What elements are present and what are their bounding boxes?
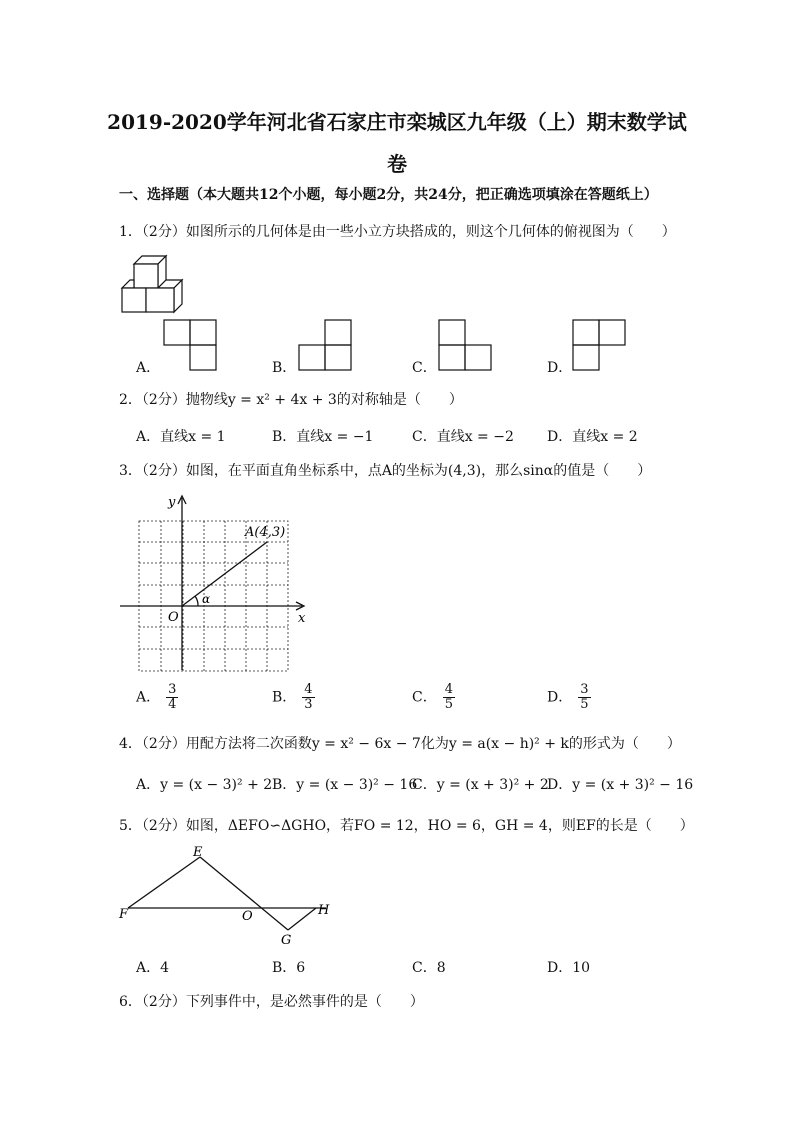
numerator: 3: [580, 682, 589, 697]
numerator: 4: [444, 682, 453, 697]
section-header: 一、选择题（本大题共12个小题，每小题2分，共24分，把正确选项填涂在答题纸上）: [119, 187, 658, 203]
option-label: D．: [547, 689, 573, 706]
question-4-option-d: D．y = (x + 3)² − 16: [547, 777, 694, 793]
question-1-option-d: D．: [547, 360, 573, 376]
question-4-stem: 4．（2分）用配方法将二次函数y = x² − 6x − 7化为y = a(x − h)² + k的形式为（ ）: [119, 736, 681, 752]
question-5-option-c: C．8: [412, 960, 446, 976]
denominator: 4: [168, 697, 177, 712]
question-5-option-d: D．10: [547, 960, 591, 976]
question-1-option-c: C．: [412, 360, 437, 376]
question-5-label-f: F: [119, 907, 129, 922]
exam-title-line1: 2019-2020学年河北省石家庄市栾城区九年级（上）期末数学试: [107, 110, 687, 134]
question-4-option-b: B．y = (x − 3)² − 16: [272, 777, 418, 793]
question-3-y-axis-label: y: [168, 495, 176, 510]
question-3-option-c: [412, 683, 455, 712]
question-2-option-d: D．直线x = 2: [547, 429, 638, 445]
question-5-label-h: H: [318, 903, 330, 918]
question-1-option-b-figure: [297, 318, 353, 372]
option-label: C．: [412, 689, 437, 706]
question-3-option-d: [547, 683, 591, 712]
question-3-x-axis-label: x: [298, 611, 306, 626]
question-3-coordinate-figure: [116, 492, 316, 674]
option-label: A．: [136, 689, 161, 706]
question-1-option-d-figure: [571, 318, 627, 372]
question-1-option-a-figure: [162, 318, 218, 372]
question-6-stem: 6．（2分）下列事件中，是必然事件的是（ ）: [119, 994, 424, 1010]
numerator: 3: [168, 682, 177, 697]
question-1-option-b: B．: [272, 360, 297, 376]
fraction: [166, 683, 178, 712]
question-3-stem: 3．（2分）如图，在平面直角坐标系中，点A的坐标为(4,3)，那么sinα的值是（ ）: [119, 463, 652, 479]
question-5-stem: 5．（2分）如图，ΔEFO∽ΔGHO，若FO = 12，HO = 6，GH = 4，则EF的长是（ ）: [119, 818, 694, 834]
question-3-angle-label: α: [202, 592, 211, 606]
question-4-option-a: A．y = (x − 3)² + 2: [136, 777, 273, 793]
question-1-cube-figure: [118, 250, 190, 318]
question-3-option-a: [136, 683, 178, 712]
exam-title-line2: 卷: [387, 152, 407, 176]
question-5-option-b: B．6: [272, 960, 306, 976]
question-5-triangle-figure: [114, 842, 344, 950]
question-5-label-g: G: [281, 933, 292, 948]
question-5-option-a: A．4: [136, 960, 170, 976]
denominator: 5: [580, 697, 589, 712]
question-2-option-b: B．直线x = −1: [272, 429, 374, 445]
question-3-point-a-label: A(4,3): [245, 525, 286, 540]
question-5-label-e: E: [193, 845, 203, 860]
denominator: 3: [304, 697, 313, 712]
question-1-option-c-figure: [437, 318, 493, 372]
denominator: 5: [444, 697, 453, 712]
fraction: [302, 683, 314, 712]
question-3-origin-label: O: [168, 610, 179, 625]
question-3-option-b: [272, 683, 315, 712]
question-2-option-c: C．直线x = −2: [412, 429, 514, 445]
question-5-label-o: O: [242, 909, 253, 924]
numerator: 4: [304, 682, 313, 697]
question-1-option-a: A．: [136, 360, 161, 376]
question-2-option-a: A．直线x = 1: [136, 429, 226, 445]
fraction: [578, 683, 590, 712]
question-4-option-c: C．y = (x + 3)² + 2: [412, 777, 549, 793]
question-2-stem: 2．（2分）抛物线y = x² + 4x + 3的对称轴是（ ）: [119, 392, 463, 408]
question-1-stem: 1．（2分）如图所示的几何体是由一些小立方块搭成的，则这个几何体的俯视图为（ ）: [119, 224, 676, 240]
fraction: [443, 683, 455, 712]
option-label: B．: [272, 689, 297, 706]
